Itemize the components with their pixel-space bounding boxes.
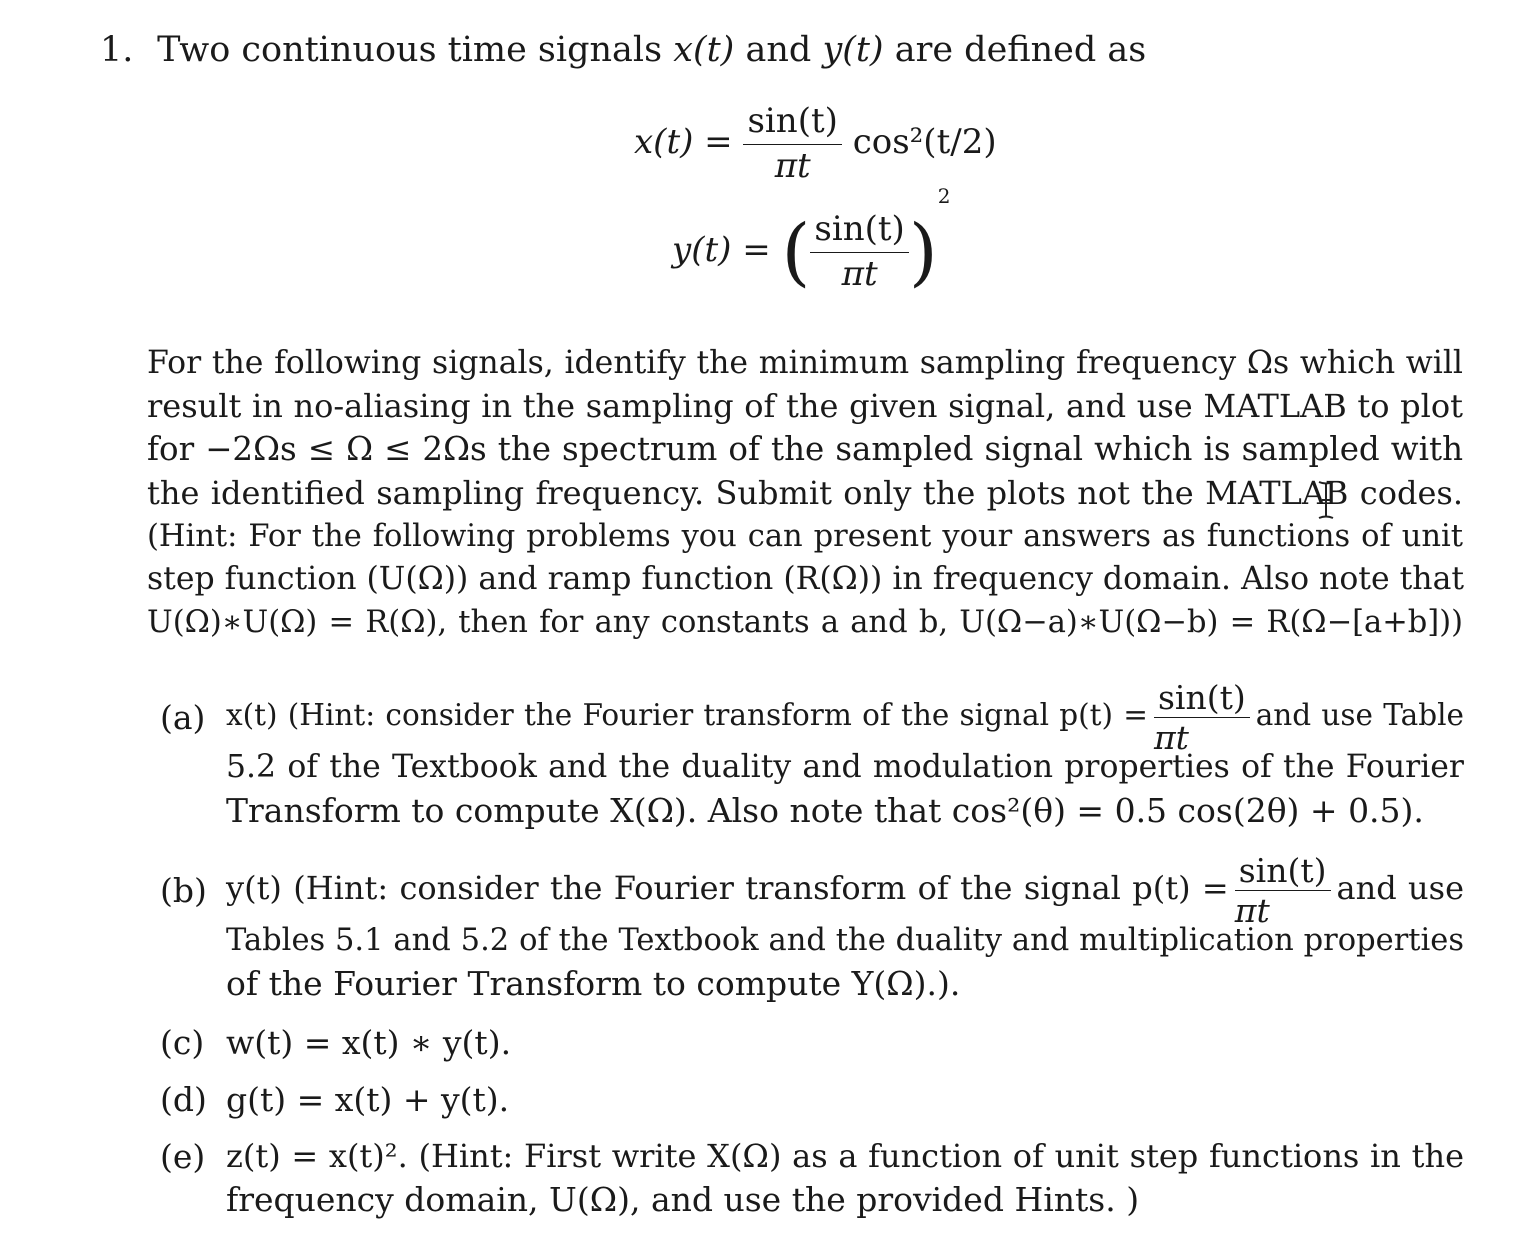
intro-text: Two continuous time signals <box>157 30 663 70</box>
paragraph-line: U(Ω)∗U(Ω) = R(Ω), then for any constants a and b, U(Ω−a)∗U(Ω−b) = R(Ω−[a+b])) <box>147 605 1463 641</box>
equation-x-fraction <box>743 101 841 186</box>
item-a <box>160 670 1464 831</box>
item-b-frac-num: sin(t) <box>1235 854 1331 891</box>
item-b-line1-post: and use <box>1336 869 1465 907</box>
equation-x <box>634 101 997 186</box>
equation-y-denominator: πt <box>841 253 878 294</box>
item-c-text: w(t) = x(t) ∗ y(t). <box>226 1023 512 1062</box>
item-c <box>160 1021 1464 1064</box>
item-d <box>160 1078 1464 1121</box>
right-paren: ) <box>908 209 938 296</box>
text-cursor-icon <box>1316 480 1336 520</box>
item-a-frac-den: πt <box>1153 717 1189 757</box>
item-c-label: (c) <box>160 1023 205 1062</box>
item-b-frac-den: πt <box>1234 891 1270 930</box>
item-b-line2: Tables 5.1 and 5.2 of the Textbook and the duality and multiplication properties <box>226 923 1464 958</box>
instructions-paragraph <box>147 342 1463 644</box>
item-e <box>160 1135 1464 1225</box>
equation-y-fraction <box>810 209 908 294</box>
paragraph-line: result in no-aliasing in the sampling of the given signal, and use MATLAB to plot <box>147 387 1463 426</box>
item-d-label: (d) <box>160 1080 207 1119</box>
intro-x: x(t) <box>673 30 735 70</box>
item-a-fraction <box>1153 677 1250 757</box>
paragraph-line: the identified sampling frequency. Submit only the plots not the MATLAB codes. <box>147 473 1463 512</box>
question-number: 1. <box>100 30 134 70</box>
equation-y <box>672 183 951 296</box>
item-b-line3: of the Fourier Transform to compute Y(Ω).). <box>226 964 961 1004</box>
intro-y: y(t) <box>822 30 884 70</box>
equation-x-numerator: sin(t) <box>743 104 841 145</box>
intro-and: and <box>745 30 812 70</box>
paragraph-line: for −2Ωs ≤ Ω ≤ 2Ωs the spectrum of the sampled signal which is sampled with <box>147 430 1463 469</box>
equation-x-denominator: πt <box>774 145 811 186</box>
equation-x-tail: cos²(t/2) <box>852 122 997 163</box>
equation-y-exponent: 2 <box>937 183 951 208</box>
item-a-frac-num: sin(t) <box>1154 681 1250 718</box>
item-b-line1-pre: y(t) (Hint: consider the Fourier transform of the signal p(t) = <box>226 869 1229 907</box>
item-a-label: (a) <box>160 698 206 737</box>
item-e-body <box>226 1135 1464 1221</box>
equation-y-numerator: sin(t) <box>810 212 908 253</box>
item-b-label: (b) <box>160 871 207 910</box>
item-e-line1: z(t) = x(t)². (Hint: First write X(Ω) as a function of unit step functions in the <box>226 1137 1464 1175</box>
equation-y-lhs: y(t) = <box>672 230 771 271</box>
item-a-line1-post: and use Table <box>1255 698 1464 732</box>
item-a-line3: Transform to compute X(Ω). Also note that cos²(θ) = 0.5 cos(2θ) + 0.5). <box>226 791 1424 831</box>
item-a-line1-pre: x(t) (Hint: consider the Fourier transform of the signal p(t) = <box>226 698 1148 732</box>
item-e-label: (e) <box>160 1137 206 1176</box>
item-d-text: g(t) = x(t) + y(t). <box>226 1080 510 1119</box>
item-a-line2: 5.2 of the Textbook and the duality and modulation properties of the Fourier <box>226 749 1464 785</box>
item-a-body <box>226 670 1464 832</box>
paragraph-line: (Hint: For the following problems you can present your answers as functions of unit <box>147 518 1463 554</box>
intro-end: are defined as <box>894 30 1147 70</box>
item-e-line2: frequency domain, U(Ω), and use the provided Hints. ) <box>226 1180 1140 1220</box>
paragraph-line: step function (U(Ω)) and ramp function (R(Ω)) in frequency domain. Also note that <box>147 561 1465 598</box>
item-b <box>160 843 1465 1004</box>
item-b-body <box>226 843 1464 1005</box>
equation-x-lhs: x(t) = <box>634 122 733 163</box>
left-paren: ( <box>781 209 811 296</box>
paragraph-line: For the following signals, identify the minimum sampling frequency Ωs which will <box>147 345 1463 381</box>
question-heading <box>100 30 1146 70</box>
item-b-fraction <box>1234 851 1331 930</box>
